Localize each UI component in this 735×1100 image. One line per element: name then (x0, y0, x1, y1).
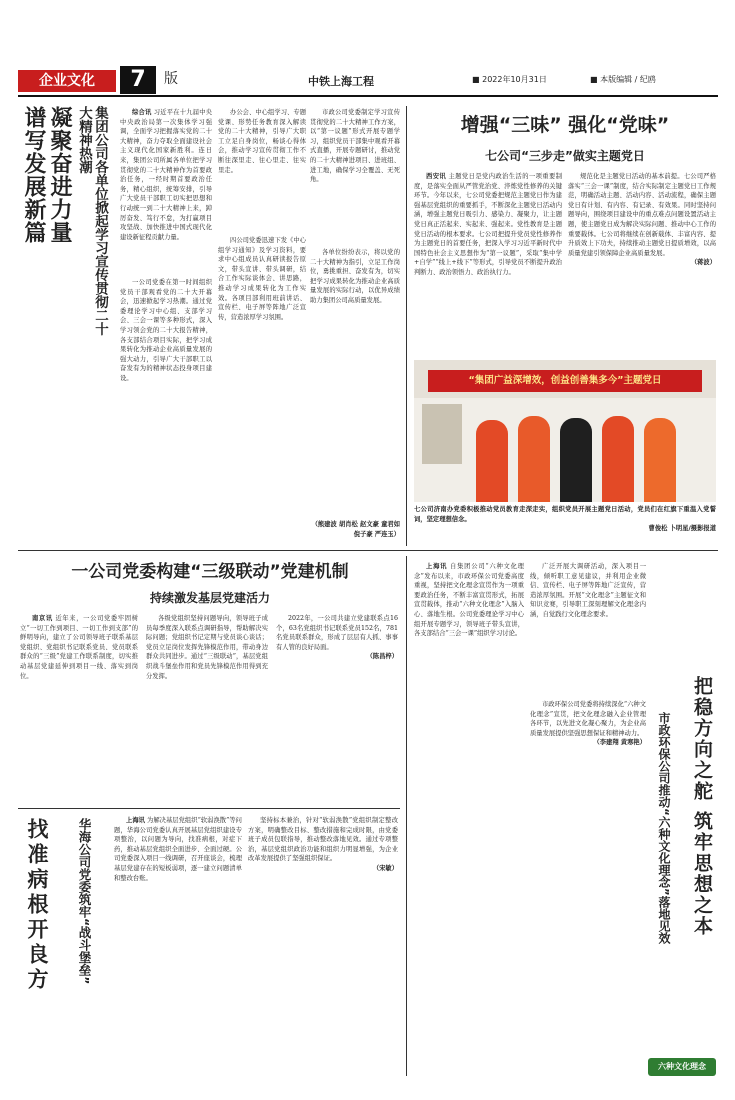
photo-person-4 (602, 416, 634, 502)
divider-a3-a5 (406, 556, 407, 1076)
a2-photo-caption (414, 505, 716, 534)
a1-col-5 (310, 108, 400, 185)
section-tag: 企业文化 (18, 70, 116, 92)
page-number: 7 (120, 66, 156, 94)
page-editor: ■ 本版编辑 / 纪鸥 (590, 75, 656, 84)
a4-text-1: 为解决基层党组织“软弱涣散”等问题，华海公司党委认真开展基层党组织建设专项整治，以问题为导向，找准病根，对症下药，推动基层党组织全面进步、全面过硬。公司党委深入项目一线调研，召开座谈会，梳理基层党建存在的短板弱项，逐一建立问题清单和整改台账。 (114, 817, 242, 882)
a3-col-2 (146, 614, 268, 681)
a1-lead: 综合讯 (132, 109, 152, 116)
page-suffix: 版 (164, 71, 178, 87)
a5-lead: 上海讯 (426, 563, 448, 570)
divider-a1-a2 (406, 106, 407, 546)
a5-text-3: 市政环保公司党委将持续深化“六种文化理念”宣贯，把文化理念融入企业管理各环节，以先进文化凝心聚力，为企业高质量发展提供坚强思想保证和精神动力。 (530, 701, 646, 737)
photo-credit: 曹俊松 卜明星/摄影报道 (648, 525, 716, 533)
a1-col-2 (120, 278, 212, 384)
a3-text-1: 近年来，一公司党委牢固树立“一切工作到项目、一切工作到支部”的鲜明导向，建立了公司领导班子联系基层党组织、党组织书记联系党员、党员联系群众的“三级”党建工作联系制度，切实推动基层党建延伸到项目一线、落实到岗位。 (20, 615, 138, 680)
a3-subtitle: 持续激发基层党建活力 (149, 591, 270, 605)
a2-byline: （蒋波） (690, 259, 716, 267)
a5-col-2 (530, 562, 646, 620)
photo-person-5 (644, 418, 676, 502)
a5-col-3 (530, 700, 646, 748)
a4-col-2 (248, 816, 398, 874)
a1-col-3 (218, 108, 306, 175)
a4-text-2: 坚持标本兼治，针对“软弱涣散”党组织制定整改方案，明确整改目标、整改措施和完成时限，由党委班子成员包联指导，推动整改落地见效。通过专项整治，基层党组织政治功能和组织力明显增强，为企业改革发展提供了坚强组织保证。 (248, 817, 398, 863)
a1-text-5: 市政公司党委制定学习宣传贯彻党的二十大精神工作方案，以“第一议题”形式开展专题学习，组织党员干部集中观看开幕式直播，开展专题研讨，推动党的二十大精神进项目、进班组、进工地，确保学习全覆盖、无死角。 (310, 109, 400, 184)
a3-text-2: 各级党组织坚持问题导向，领导班子成员每季度深入联系点调研指导，帮助解决实际问题；党组织书记定期与党员谈心谈话；党员立足岗位发挥先锋模范作用，带动身边群众共同进步。通过“三级联动”，基层党组织战斗堡垒作用和党员先锋模范作用得到充分发挥。 (146, 615, 268, 680)
photo-person-3 (560, 418, 592, 502)
header-rule (18, 95, 718, 97)
a2-text-2: 规范化是主题党日活动的基本前提。七公司严格落实“三会一课”制度，结合实际制定主题党日工作规范，明确活动主题、活动内容、活动流程，确保主题党日有计划、有内容、有记录、有效果。同时坚持问题导向，围绕项目建设中的重点难点问题设置活动主题，使主题党日成为解决实际问题、推动中心工作的重要载体。七公司将继续在创新载体、丰富内容、提升质效上下功夫，持续推动主题党日提质增效，以高质量党建引领保障企业高质量发展。 (568, 173, 716, 257)
a1-text-1: 习近平在十九届中央中央政治局第一次集体学习强调，全面学习把握落实党的二十大精神，奋力夺取全面建设社会主义现代化国家新胜利。连日来，集团公司所属各单位把学习贯彻党的二十大精神作为首要政治任务，一经时期首要政治任务，精心组织，统筹安排，引导广大党员干部职工切实把思想和行动统一到二十大精神上来，踔厉奋发、笃行不怠，为打赢项目攻坚战、加快推进中国式现代化建设新征程贡献力量。 (120, 109, 213, 241)
a1-text-6: 各单位纷纷表示，将以党的二十大精神为指引，立足工作岗位，勇挑重担、奋发有为，切实把学习成果转化为推动企业高质量发展的实际行动，以优异成绩助力集团公司高质量发展。 (310, 249, 400, 304)
a4-title: 找准病根开良方 (25, 818, 49, 993)
a3-title: 一公司党委构建“三级联动”党建机制 (71, 562, 349, 582)
a4-col-1 (114, 816, 242, 883)
a5-byline: （李建翔 黄寒艳） (593, 739, 646, 747)
a1-text-4: 四公司党委迅速下发《中心组学习通知》及学习资料，要求中心组成员认真研读报告原文，带头宣讲、带头调研，结合工作实际谈体会、讲思路，推动学习成果转化为工作实效。各项目部利用班前讲话、宣传栏、电子屏等阵地广泛宣传，营造浓厚学习氛围。 (218, 237, 306, 321)
divider-a3-a4 (18, 808, 400, 809)
a3-col-3 (276, 614, 398, 662)
a2-subtitle: 七公司“三步走”做实主题党日 (485, 149, 645, 163)
a3-byline: （陈昌梓） (366, 653, 398, 661)
a1-text-2: 一公司党委在第一时间组织党员干部观看党的二十大开幕会，迅速掀起学习热潮。通过党委理论学习中心组、支部学习会、三会一课等多种形式，深入学习领会党的二十大报告精神，各支部结合项目实际，把学习成果转化为推动企业高质量发展的强大动力，引导广大干部职工以奋发有为的精神状态投身项目建设。 (120, 279, 212, 382)
a1-byline: （熊建波 胡肖松 赵文豪 童君如 倪子豪 严连玉） (311, 521, 400, 538)
a1-subtitle: 集团公司各单位掀起学习宣传贯彻二十大精神热潮 (76, 106, 108, 336)
photo-window (422, 404, 462, 464)
photo-banner: “集团广益深增效，创益创善集多今”主题党日 (428, 370, 702, 392)
a3-text-3: 2022年，一公司共建立党建联系点16个，63名党组织书记联系党员152名，781名党员联系群众，形成了层层有人抓、事事有人管的良好局面。 (276, 615, 398, 651)
photo-caption-text: 七公司济南办党委积极推动党员教育走深走实，组织党员开展主题党日活动，党员们在红旗下重温入党誓词，坚定理想信念。 (414, 506, 716, 523)
a1-col-4 (218, 236, 306, 322)
a5-text-1: 自集团公司“六种文化理念”发布以来，市政环保公司党委高度重视，坚持把文化理念宣贯作为一项重要政治任务，不断丰富宣贯形式，拓展宣贯载体，推动“六种文化理念”入脑入心、落地生根。公司党委理论学习中心组开展专题学习，领导班子带头宣讲，各支部结合“三会一课”组织学习讨论。 (414, 563, 524, 638)
a3-col-1 (20, 614, 138, 681)
photo-person-1 (476, 420, 508, 502)
a2-title: 增强“三味” 强化“党味” (460, 114, 670, 136)
a5-subtitle: 市政环保公司推动“六种文化理念”落地见效 (657, 712, 671, 944)
a4-byline: （宋敏） (372, 864, 398, 872)
a4-subtitle: 华海公司党委筑牢“战斗堡垒” (77, 818, 92, 985)
issue-date-text: 2022年10月31日 (482, 75, 547, 84)
a5-col-1 (414, 562, 524, 639)
a2-col-1 (414, 172, 562, 278)
a4-lead: 上海讯 (126, 817, 145, 824)
a1-text-3: 办公会、中心组学习、专题党课、形势任务教育深入解读党的二十大精神，引导广大职工立足自身岗位，畅谈心得体会，推动学习宣传贯彻工作不断往深里走、往心里走、往实里走。 (218, 109, 306, 174)
a3-lead: 南京讯 (32, 615, 53, 622)
divider-top-band (18, 550, 718, 551)
a2-text-1: 主题党日是党内政治生活的一项重要制度，是落实全面从严管党治党、淬炼党性修养的关键环节。今年以来，七公司党委把规范主题党日作为建强基层党组织的重要抓手，不断深化主题党日活动内涵，增强主题党日吸引力、感染力、凝聚力，让主题党日真正活起来、实起来、强起来。党性教育是主题党日活动的根本要求。七公司把提升党员党性修养作为主题党日的首要任务，把深入学习习近平新时代中国特色社会主义思想作为“第一议题”，采取“集中学+自学”“线上+线下”等形式，引导党员不断提升政治判断力、政治领悟力、政治执行力。 (414, 173, 562, 276)
a1-col-6 (310, 248, 400, 306)
photo-person-2 (518, 416, 550, 502)
a5-text-2: 广泛开展大调研活动，深入项目一线，倾听职工意见建议，并利用企业微信、宣传栏、电子屏等阵地广泛宣传，营造浓厚氛围。开展“文化理念”主题征文和知识竞赛，引导职工深刻理解文化理念内涵，自觉践行文化理念要求。 (530, 563, 646, 618)
a2-lead: 西安讯 (426, 173, 447, 180)
culture-logo: 六种文化理念 (648, 1058, 716, 1076)
paper-name: 中铁上海工程 (308, 75, 374, 88)
a2-photo (414, 360, 716, 502)
a1-title: 凝聚奋进力量 谱写发展新篇 (21, 106, 72, 244)
a2-col-2 (568, 172, 716, 268)
a1-col-1 (120, 108, 212, 242)
a5-title: 把稳方向之舵 筑牢思想之本 (691, 676, 713, 937)
page-editor-text: 本版编辑 / 纪鸥 (600, 75, 656, 84)
issue-date: ■ 2022年10月31日 (472, 75, 547, 84)
